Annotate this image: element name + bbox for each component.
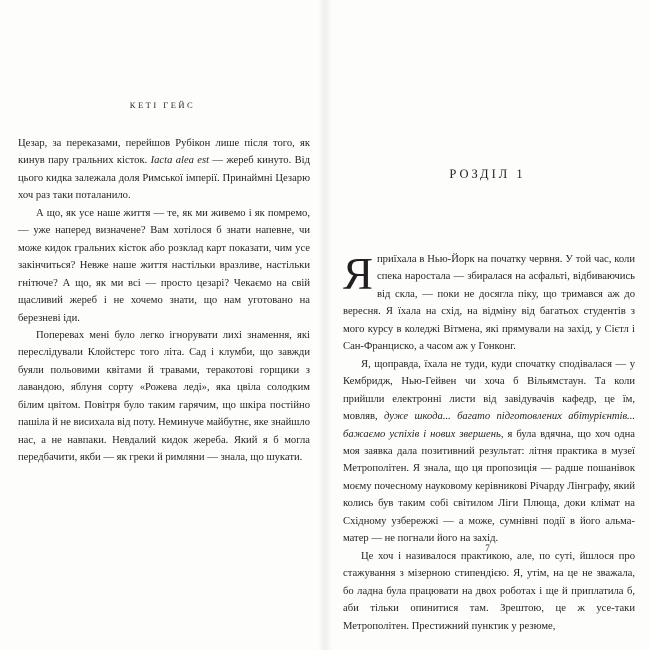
drop-cap: Я [343,249,374,299]
paragraph-text: — жереб кинуто. Від цього кидка залежала доля Римської імперії. Принаймні Цезарю хоч раз таки поталанило. [18,155,310,202]
paragraph [343,356,635,548]
paragraph-text: Я, щоправда, їхала не туди, куди спочатку сподівалася — у Кембридж, Нью-Гейвен чи хоча б Вільямстаун. Та коли прийшли електронні листи від завідувачів кафедр, це їм, мовляв, [343,358,635,423]
paragraph-text: приїхала в Нью-Йорк на початку червня. У той час, коли спека наростала — збиралася на асфальті, відбиваючись від скла, — поки не досягла піку, що тримався аж до вересня. Я їхала на схід, на відміну від багатьох студентів з мого курсу в коледжі Вітмена, які прямували на захід, у Сієтл і Сан-Франциско, а часом аж у Гонконг. [343,254,635,353]
italic-phrase: Iacta alea est [150,155,210,167]
paragraph-text: , я була вдячна, що хоч одна моя заявка дала позитивний результат: літня практика в музеї Метрополітен. Я знала, що ця пропозиція — радше пошанівок моєму почесному науковому керівникові Річарду Лінграфу, який колись був таким собі світилом Ліги Плюща, доки клімат на Східному узбережжі — а може, сумнівні події в його альма-матер — не погнали його на захід. [343,428,635,545]
page-number: 7 [485,543,490,553]
paragraph: Поперевах мені було легко ігнорувати лихі знамення, які переслідували Клойстерс того літа. Сад і клумби, що завжди буяли польовими квітами й травами, теракотові горщики з лавандою, яблуня сорту «Рожева леді», яка цвіла солодким білим цвітом. Повітря було таким гарячим, що шкіра постійно пашіла й не висихала від поту. Неминуче майбутнє, яке знайшло нас, а не навпаки. Невдалий кидок жереба. Який я б могла передбачити, якби — як греки й римляни — знала, що шукати. [18,329,310,464]
italic-phrase: дуже шкода... багато підготовлених абітурієнтів... бажаємо успіхів і нових звершень [343,411,635,440]
paragraph: Це хоч і називалося практикою, але, по суті, йшлося про стажування з мізерною стипендією. Я, утім, на це не зважала, бо ладна була працювати на двох роботах і ще й приплатила б, аби тільки опинитися там. Зрештою, це ж усе-таки Метрополітен. Престижний пунктик у резюме, [343,550,635,632]
paragraph: А що, як усе наше життя — те, як ми живемо і як помремо, — уже наперед визначене? Вам хотілося б знати напевне, чи може кидок гральних кісток або розклад карт показати, чим усе закінчиться? Невже наше життя настільки вразливе, настільки гнітюче? А що, як ми всі — просто цезарі? Чекаємо на свій щасливий жереб і не хочемо знати, що нам уготовано на березневі іди. [18,207,310,324]
running-head-author: КЕТІ ГЕЙС [129,100,196,110]
right-page-text [343,251,635,635]
paragraph-text: Цезар, за переказами, перейшов Рубікон лише після того, як кинув пару гральних кісток. [18,138,310,167]
chapter-title: РОЗДІЛ 1 [449,167,526,181]
left-page-text [18,135,310,467]
opening-paragraph [343,251,635,356]
paragraph [18,135,310,205]
right-page [325,0,650,650]
